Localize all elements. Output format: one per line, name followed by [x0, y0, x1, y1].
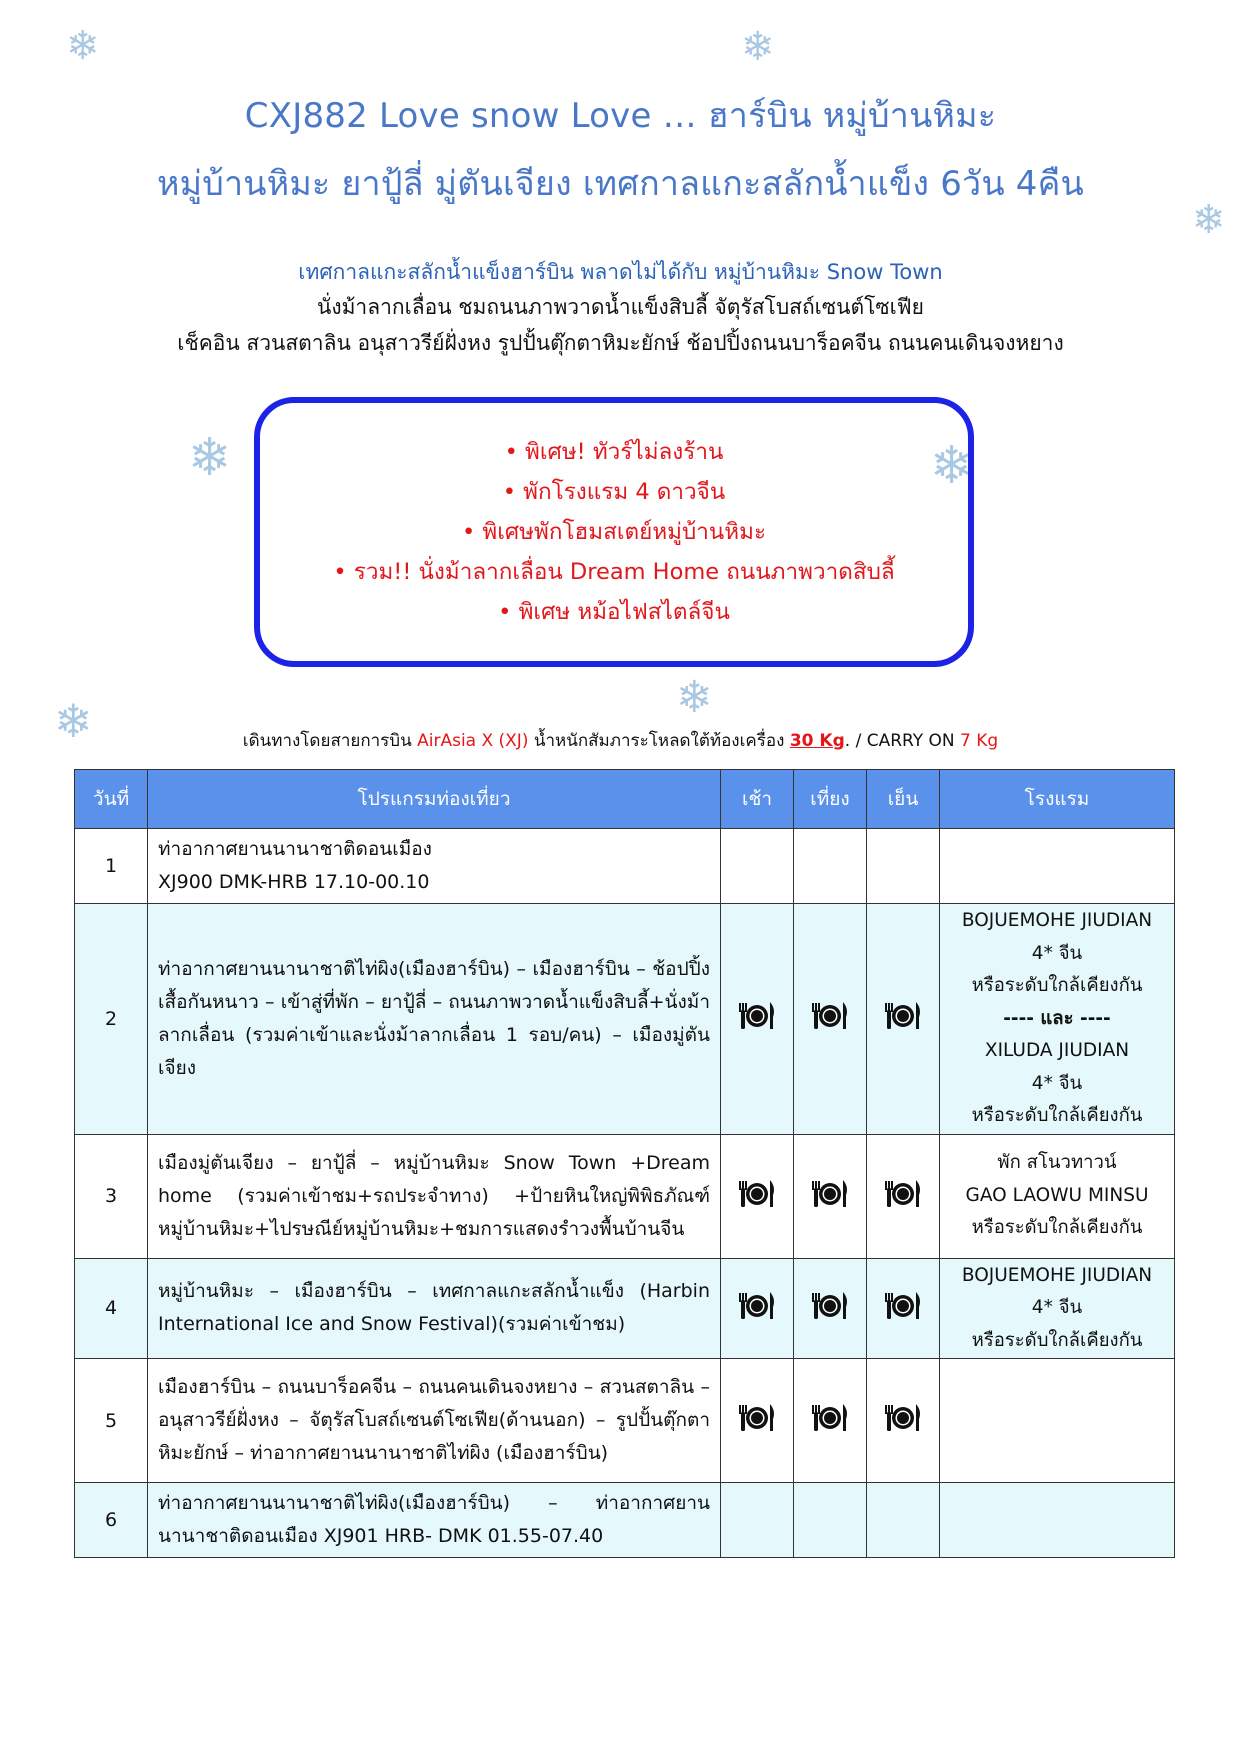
plate-cutlery-icon — [810, 1289, 850, 1327]
table-row — [75, 1258, 1175, 1359]
airline-name: AirAsia X (XJ) — [417, 731, 529, 751]
meal-cell — [867, 1134, 940, 1258]
hotel-line: 4* จีน — [1031, 1297, 1083, 1318]
day-number: 2 — [75, 904, 148, 1135]
hotel-line: 4* จีน — [1031, 942, 1083, 964]
col-day: วันที่ — [75, 770, 148, 829]
intro-highlight: เทศกาลแกะสลักน้ำแข็งฮาร์บิน พลาดไม่ได้กับ หมู่บ้านหิมะ Snow Town — [298, 260, 943, 284]
hotel-line: XILUDA JIUDIAN — [984, 1040, 1130, 1061]
hotel-line: GAO LAOWU MINSU — [965, 1184, 1149, 1206]
col-lunch: เที่ยง — [794, 770, 867, 829]
program-cell — [148, 1258, 721, 1359]
hotel-line: BOJUEMOHE JIUDIAN — [961, 1264, 1153, 1286]
meal-cell — [867, 1258, 940, 1359]
snowflake-icon: ❄ — [676, 672, 713, 723]
meal-cell — [794, 1359, 867, 1483]
page-title: CXJ882 Love snow Love … ฮาร์บิน หมู่บ้านหิมะ — [244, 96, 997, 136]
table-row — [75, 829, 1175, 904]
plate-cutlery-icon — [810, 999, 850, 1037]
col-program: โปรแกรมท่องเที่ยว — [148, 770, 721, 829]
table-row — [75, 904, 1175, 1135]
carry-on-weight: 7 Kg — [960, 731, 999, 751]
program-text: เมืองมู่ตันเจียง – ยาปู้ลี่ – หมู่บ้านหิมะ Snow Town +Dream home (รวมค่าเข้าชม+รถประจำทาง) +ป้ายหินใหญ่พิพิธภัณฑ์หมู่บ้านหิมะ+ไปรษณีย์หมู่บ้านหิมะ+ชมการแสดงรำวงพื้นบ้านจีน — [158, 1151, 710, 1240]
intro-line: นั่งม้าลากเลื่อน ชมถนนภาพวาดน้ำแข็งสิบลี้ จัตุรัสโบสถ์เซนต์โซเฟีย — [316, 295, 924, 319]
meal-cell — [794, 904, 867, 1135]
table-header-row — [75, 770, 1175, 829]
program-text: XJ900 DMK-HRB 17.10-00.10 — [158, 871, 430, 893]
plate-cutlery-icon — [883, 999, 923, 1037]
meal-cell — [794, 1258, 867, 1359]
hotel-line: พัก สโนวทาวน์ — [997, 1152, 1117, 1174]
hotel-cell — [940, 829, 1175, 904]
program-cell — [148, 829, 721, 904]
meal-cell — [721, 1258, 794, 1359]
plate-cutlery-icon — [810, 1177, 850, 1215]
meal-cell — [794, 1134, 867, 1258]
meal-cell — [794, 829, 867, 904]
baggage-weight: 30 Kg — [789, 731, 845, 751]
program-cell — [148, 904, 721, 1135]
day-number: 4 — [75, 1258, 148, 1359]
snowflake-icon: ❄ — [66, 23, 100, 69]
program-text: ท่าอากาศยานนานาชาติไท่ผิง(เมืองฮาร์บิน) – ท่าอากาศยานนานาชาติดอนเมือง XJ901 HRB- DMK 01.55-07.40 — [158, 1492, 710, 1547]
meal-cell — [721, 1134, 794, 1258]
hotel-line: 4* จีน — [1031, 1072, 1083, 1094]
promo-item: • พิเศษพักโฮมสเตย์หมู่บ้านหิมะ — [461, 519, 767, 545]
plate-cutlery-icon — [883, 1289, 923, 1327]
hotel-cell — [940, 1258, 1175, 1359]
snowflake-icon: ❄ — [188, 428, 232, 488]
day-number: 5 — [75, 1359, 148, 1483]
meal-cell — [867, 1359, 940, 1483]
hotel-cell — [940, 904, 1175, 1135]
flight-text: . / CARRY ON — [844, 731, 961, 751]
program-cell — [148, 1134, 721, 1258]
day-number: 3 — [75, 1134, 148, 1258]
program-text: หมู่บ้านหิมะ – เมืองฮาร์บิน – เทศกาลแกะสลักน้ำแข็ง (Harbin International Ice and Snow Festival)(รวมค่าเข้าชม) — [158, 1280, 710, 1336]
meal-cell — [721, 829, 794, 904]
hotel-line: BOJUEMOHE JIUDIAN — [961, 910, 1153, 931]
intro-line: เช็คอิน สวนสตาลิน อนุสาวรีย์ฝั่งหง รูปปั้นตุ๊กตาหิมะยักษ์ ช้อปปิ้งถนนบาร็อคจีน ถนนคนเดินจงหยาง — [177, 331, 1064, 355]
hotel-line: หรือระดับใกล้เคียงกัน — [971, 1217, 1143, 1239]
meal-cell — [867, 904, 940, 1135]
hotel-cell — [940, 1483, 1175, 1558]
page-subtitle: หมู่บ้านหิมะ ยาปู้ลี่ มู่ตันเจียง เทศกาลแกะสลักน้ำแข็ง 6วัน 4คืน — [156, 164, 1085, 204]
col-dinner: เย็น — [867, 770, 940, 829]
snowflake-icon: ❄ — [54, 694, 93, 748]
hotel-cell — [940, 1134, 1175, 1258]
hotel-line: หรือระดับใกล้เคียงกัน — [971, 975, 1143, 996]
promo-box — [254, 397, 974, 667]
plate-cutlery-icon — [883, 1177, 923, 1215]
meal-cell — [794, 1483, 867, 1558]
snowflake-icon: ❄ — [741, 24, 775, 70]
table-row — [75, 1483, 1175, 1558]
program-text: ท่าอากาศยานนานาชาติดอนเมือง — [158, 838, 432, 860]
plate-cutlery-icon — [737, 1401, 777, 1439]
program-text: ท่าอากาศยานนานาชาติไท่ผิง(เมืองฮาร์บิน) – เมืองฮาร์บิน – ช้อปปิ้งเสื้อกันหนาว – เข้าสู่ที่พัก – ยาปู้ลี่ – ถนนภาพวาดน้ำแข็งสิบลี้+นั่งม้าลากเลื่อน (รวมค่าเข้าและนั่งม้าลากเลื่อน 1 รอบ/คน) – เมืองมู่ตันเจียง — [158, 957, 710, 1079]
itinerary-table — [74, 769, 1175, 1558]
day-number: 1 — [75, 829, 148, 904]
promo-item: • พักโรงแรม 4 ดาวจีน — [502, 479, 726, 505]
hotel-line: ---- และ ---- — [1003, 1007, 1111, 1029]
meal-cell — [721, 1359, 794, 1483]
program-cell — [148, 1483, 721, 1558]
program-text: เมืองฮาร์บิน – ถนนบาร็อคจีน – ถนนคนเดินจงหยาง – สวนสตาลิน – อนุสาวรีย์ฝั่งหง – จัตุรัสโบสถ์เซนต์โซเฟีย(ด้านนอก) – รูปปั้นตุ๊กตาหิมะยักษ์ – ท่าอากาศยานนานาชาติไท่ผิง (เมืองฮาร์บิน) — [158, 1376, 710, 1464]
col-hotel: โรงแรม — [940, 770, 1175, 829]
promo-item: • พิเศษ หม้อไฟสไตล์จีน — [498, 599, 730, 625]
hotel-cell — [940, 1359, 1175, 1483]
col-breakfast: เช้า — [721, 770, 794, 829]
meal-cell — [721, 1483, 794, 1558]
flight-text: น้ำหนักสัมภาระโหลดใต้ท้องเครื่อง — [528, 731, 790, 751]
table-row — [75, 1359, 1175, 1483]
hotel-line: หรือระดับใกล้เคียงกัน — [971, 1329, 1143, 1351]
plate-cutlery-icon — [737, 1289, 777, 1327]
snowflake-icon: ❄ — [930, 436, 974, 496]
plate-cutlery-icon — [737, 999, 777, 1037]
table-row — [75, 1134, 1175, 1258]
program-cell — [148, 1359, 721, 1483]
meal-cell — [867, 1483, 940, 1558]
hotel-line: หรือระดับใกล้เคียงกัน — [971, 1105, 1143, 1126]
plate-cutlery-icon — [883, 1401, 923, 1439]
flight-text: เดินทางโดยสายการบิน — [242, 731, 418, 751]
plate-cutlery-icon — [810, 1401, 850, 1439]
plate-cutlery-icon — [737, 1177, 777, 1215]
promo-item: • รวม!! นั่งม้าลากเลื่อน Dream Home ถนนภาพวาดสิบลี้ — [333, 559, 895, 585]
flight-info — [0, 727, 1241, 754]
snowflake-icon: ❄ — [1192, 197, 1226, 243]
promo-item: • พิเศษ! ทัวร์ไม่ลงร้าน — [504, 439, 724, 465]
day-number: 6 — [75, 1483, 148, 1558]
meal-cell — [867, 829, 940, 904]
meal-cell — [721, 904, 794, 1135]
